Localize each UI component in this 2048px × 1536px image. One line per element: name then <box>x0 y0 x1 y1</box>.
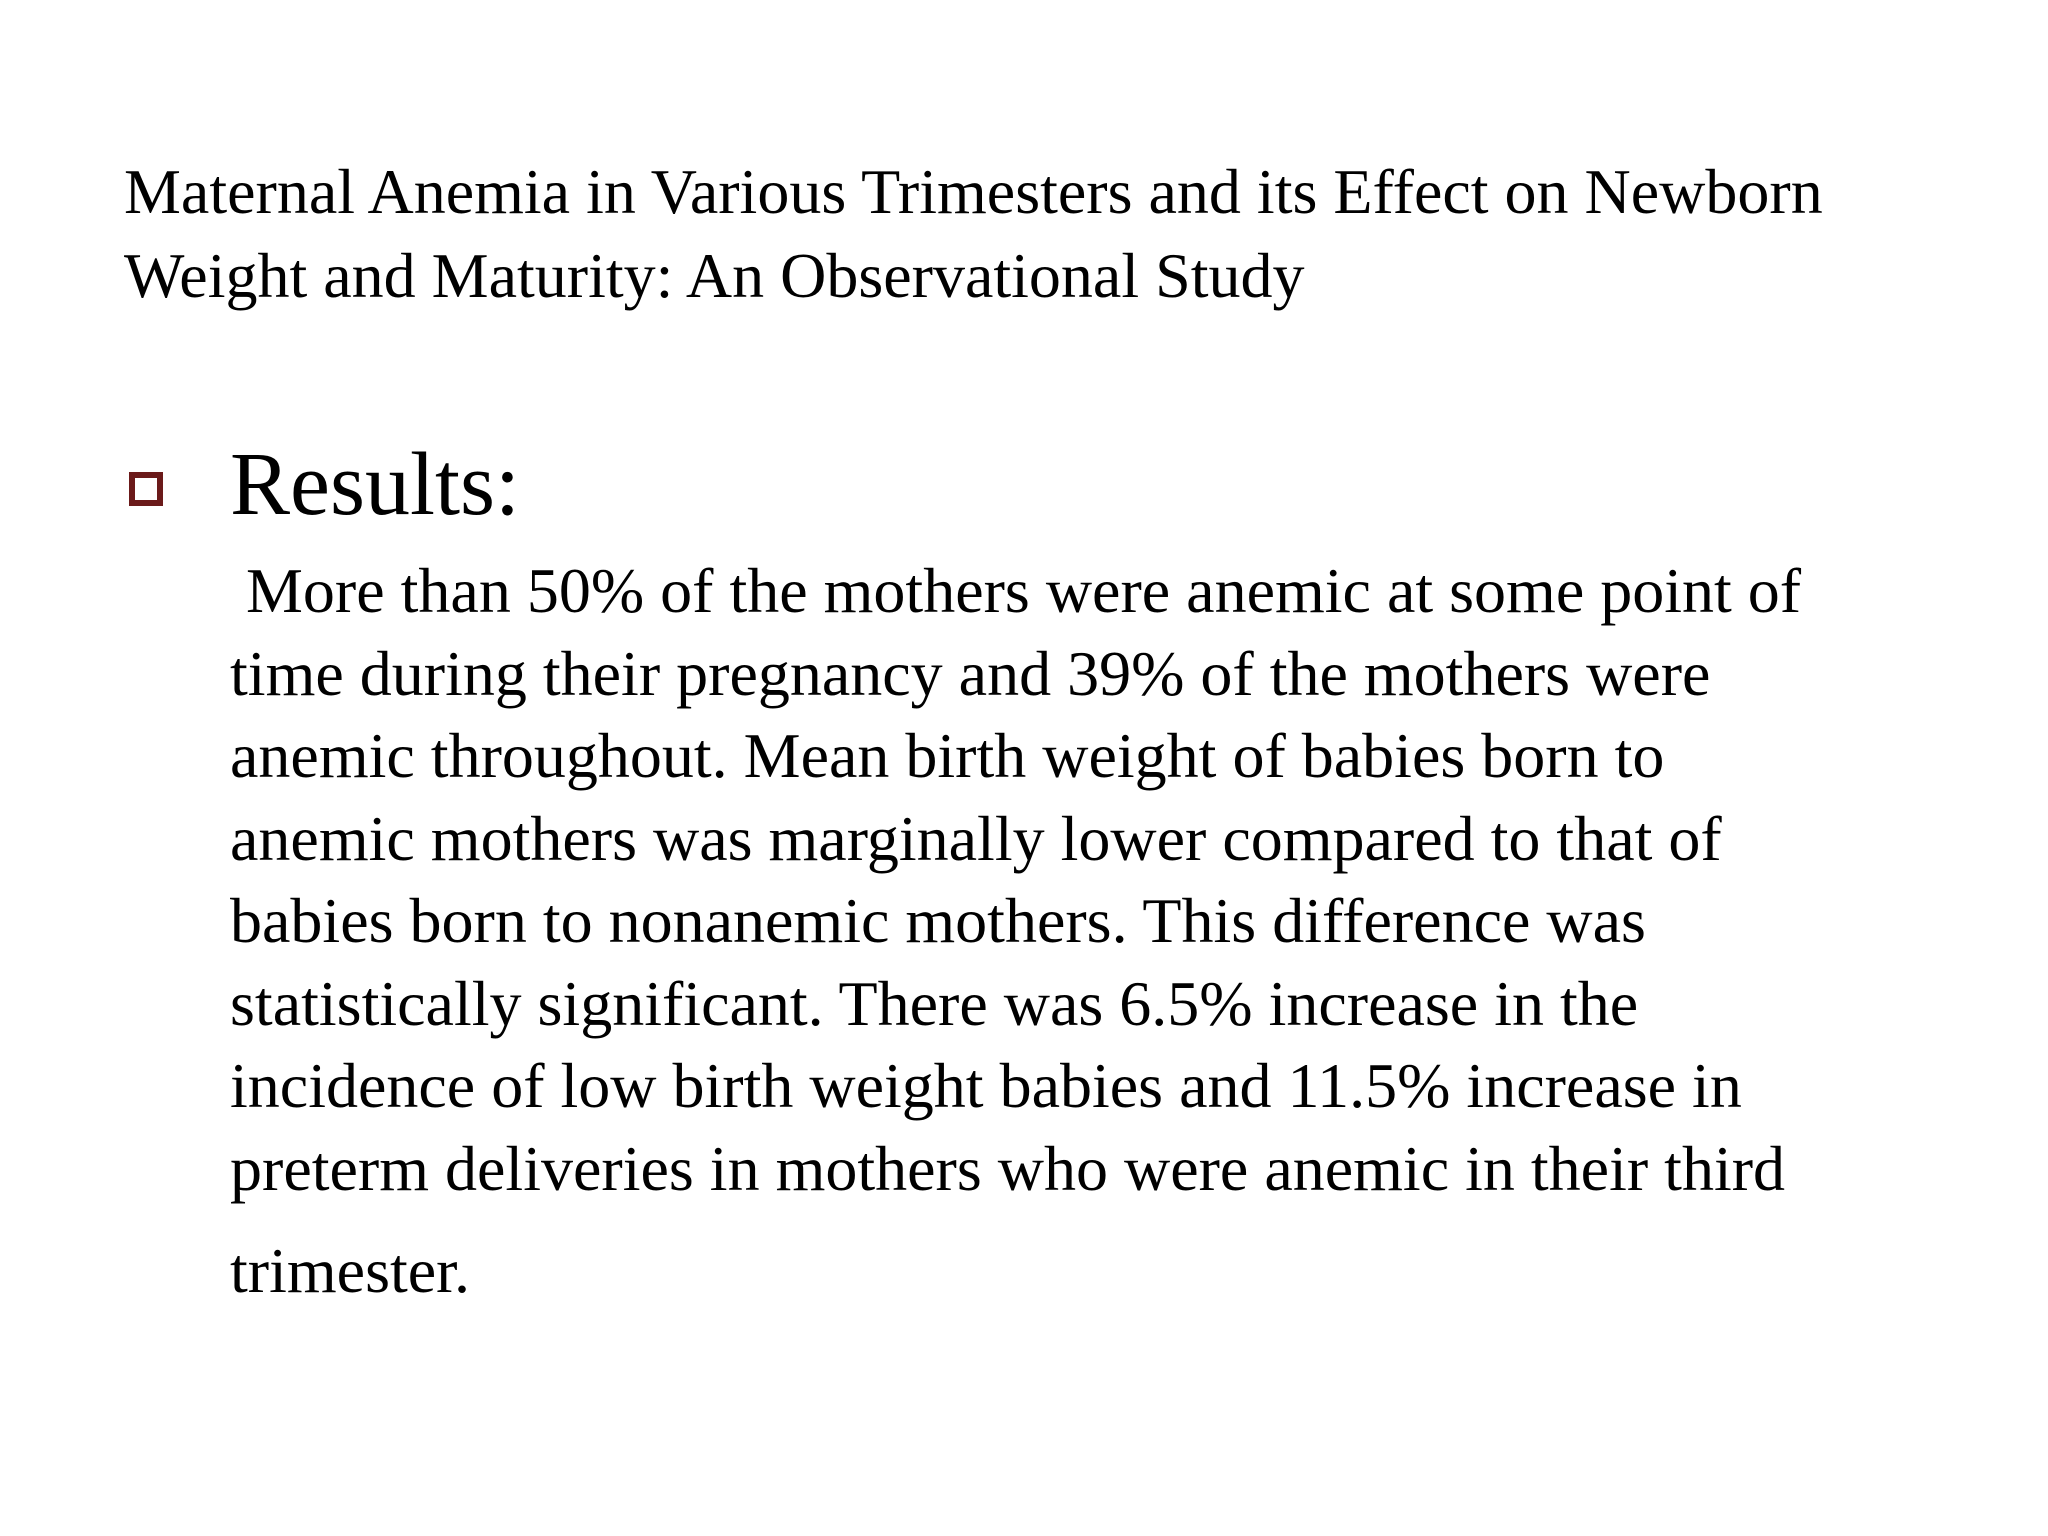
paragraph-line-4: anemic mothers was marginally lower compared to that of <box>230 802 1722 874</box>
paragraph-line-5: babies born to nonanemic mothers. This difference was <box>230 885 1646 956</box>
results-heading: Results: <box>230 435 521 534</box>
paragraph-line-1: More than 50% of the mothers were anemic at some point of <box>230 555 1802 626</box>
results-paragraph <box>230 550 1950 1313</box>
paragraph-line-7: incidence of low birth weight babies and 11.5% increase in <box>230 1050 1742 1121</box>
title-line-1: Maternal Anemia in Various Trimesters and its Effect on Newborn <box>124 156 1823 227</box>
paragraph-line-8: preterm deliveries in mothers who were anemic in their third <box>230 1132 1786 1204</box>
slide-title <box>124 150 2004 318</box>
hollow-square-bullet-icon <box>129 472 163 506</box>
title-line-2: Weight and Maturity: An Observational Study <box>124 240 1305 311</box>
paragraph-line-6: statistically significant. There was 6.5% increase in the <box>230 967 1639 1039</box>
paragraph-line-9: trimester. <box>230 1235 470 1306</box>
paragraph-line-2: time during their pregnancy and 39% of the mothers were <box>230 637 1711 709</box>
paragraph-line-3: anemic throughout. Mean birth weight of babies born to <box>230 720 1665 791</box>
